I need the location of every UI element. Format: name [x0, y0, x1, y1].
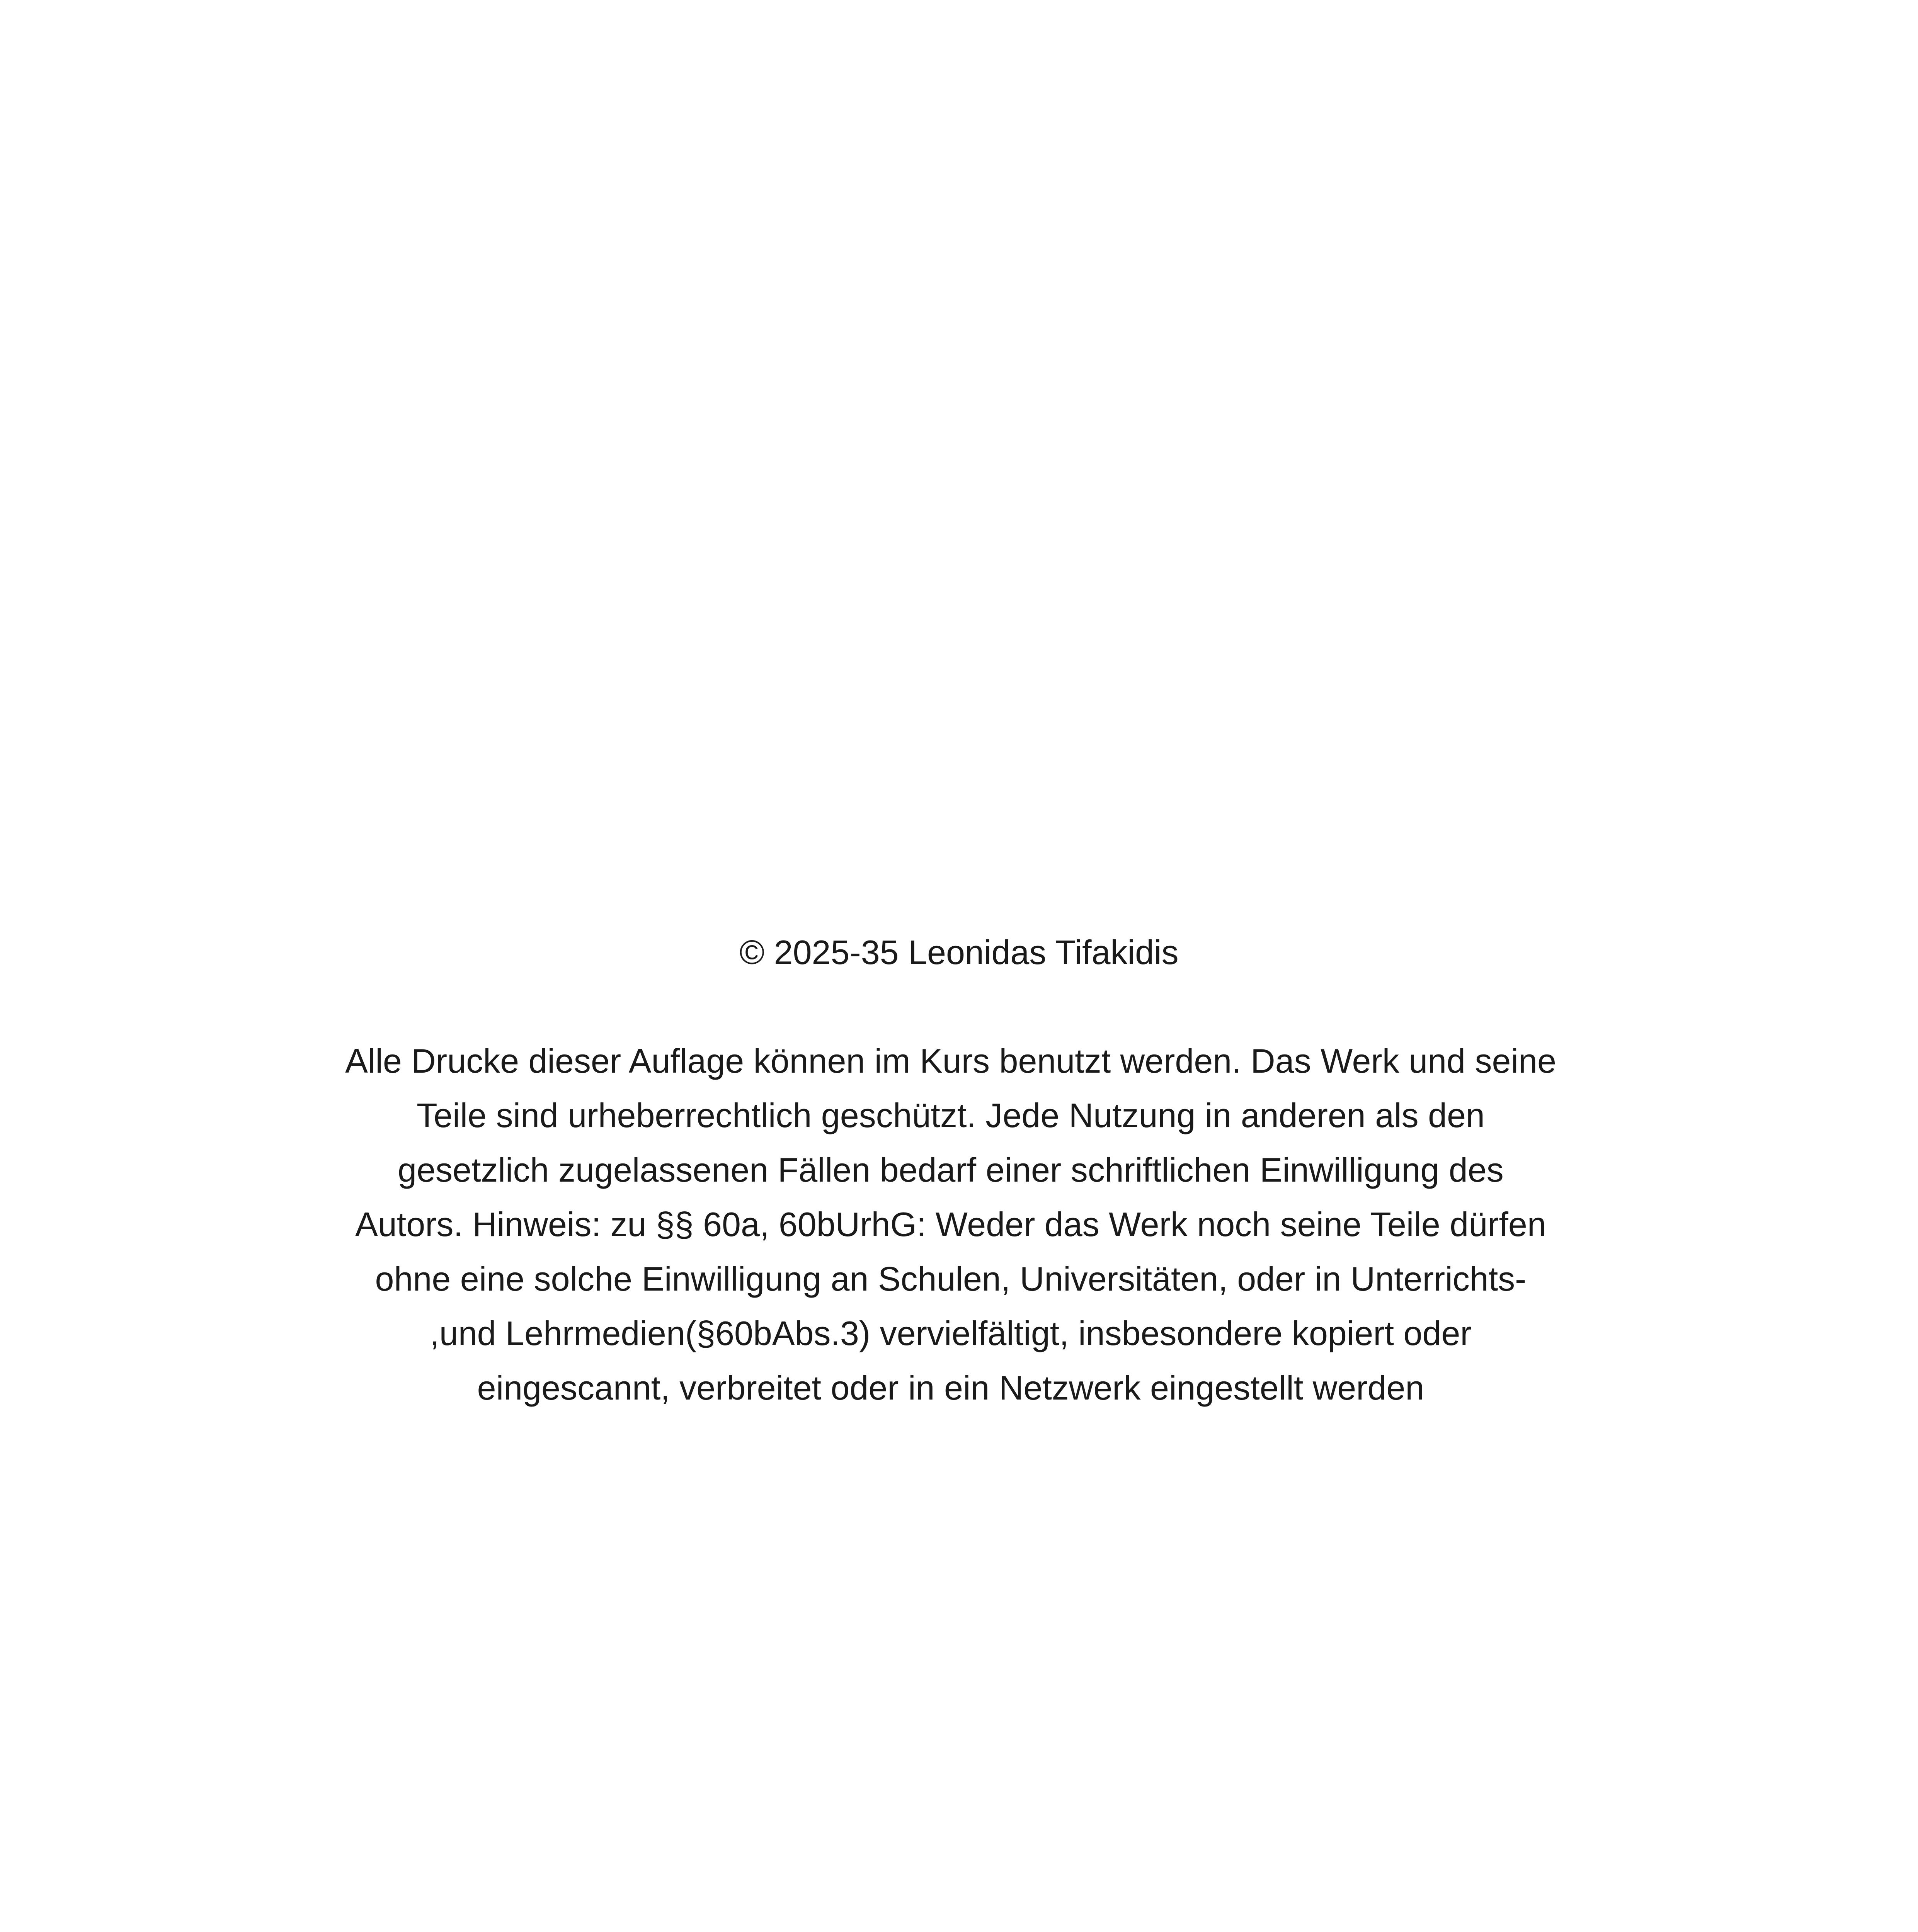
notice-line: Teile sind urheberrechtlich geschützt. Jede Nutzung in anderen als den [417, 1096, 1485, 1134]
notice-line: Autors. Hinweis: zu §§ 60a, 60bUrhG: Weder das Werk noch seine Teile dürfen [355, 1205, 1546, 1243]
notice-line: eingescannt, verbreitet oder in ein Netzwerk eingestellt werden [477, 1369, 1424, 1407]
copyright-line: © 2025-35 Leonidas Tifakidis [739, 933, 1179, 971]
notice-line: ohne eine solche Einwilligung an Schulen, Universitäten, oder in Unterrichts- [375, 1260, 1527, 1298]
notice-line: ,und Lehrmedien(§60bAbs.3) vervielfältigt, insbesondere kopiert oder [430, 1314, 1472, 1352]
notice-line: gesetzlich zugelassenen Fällen bedarf einer schriftlichen Einwilligung des [398, 1151, 1504, 1189]
copyright-notice [271, 1034, 1631, 1415]
notice-line: Alle Drucke dieser Auflage können im Kurs benutzt werden. Das Werk und seine [345, 1042, 1556, 1080]
